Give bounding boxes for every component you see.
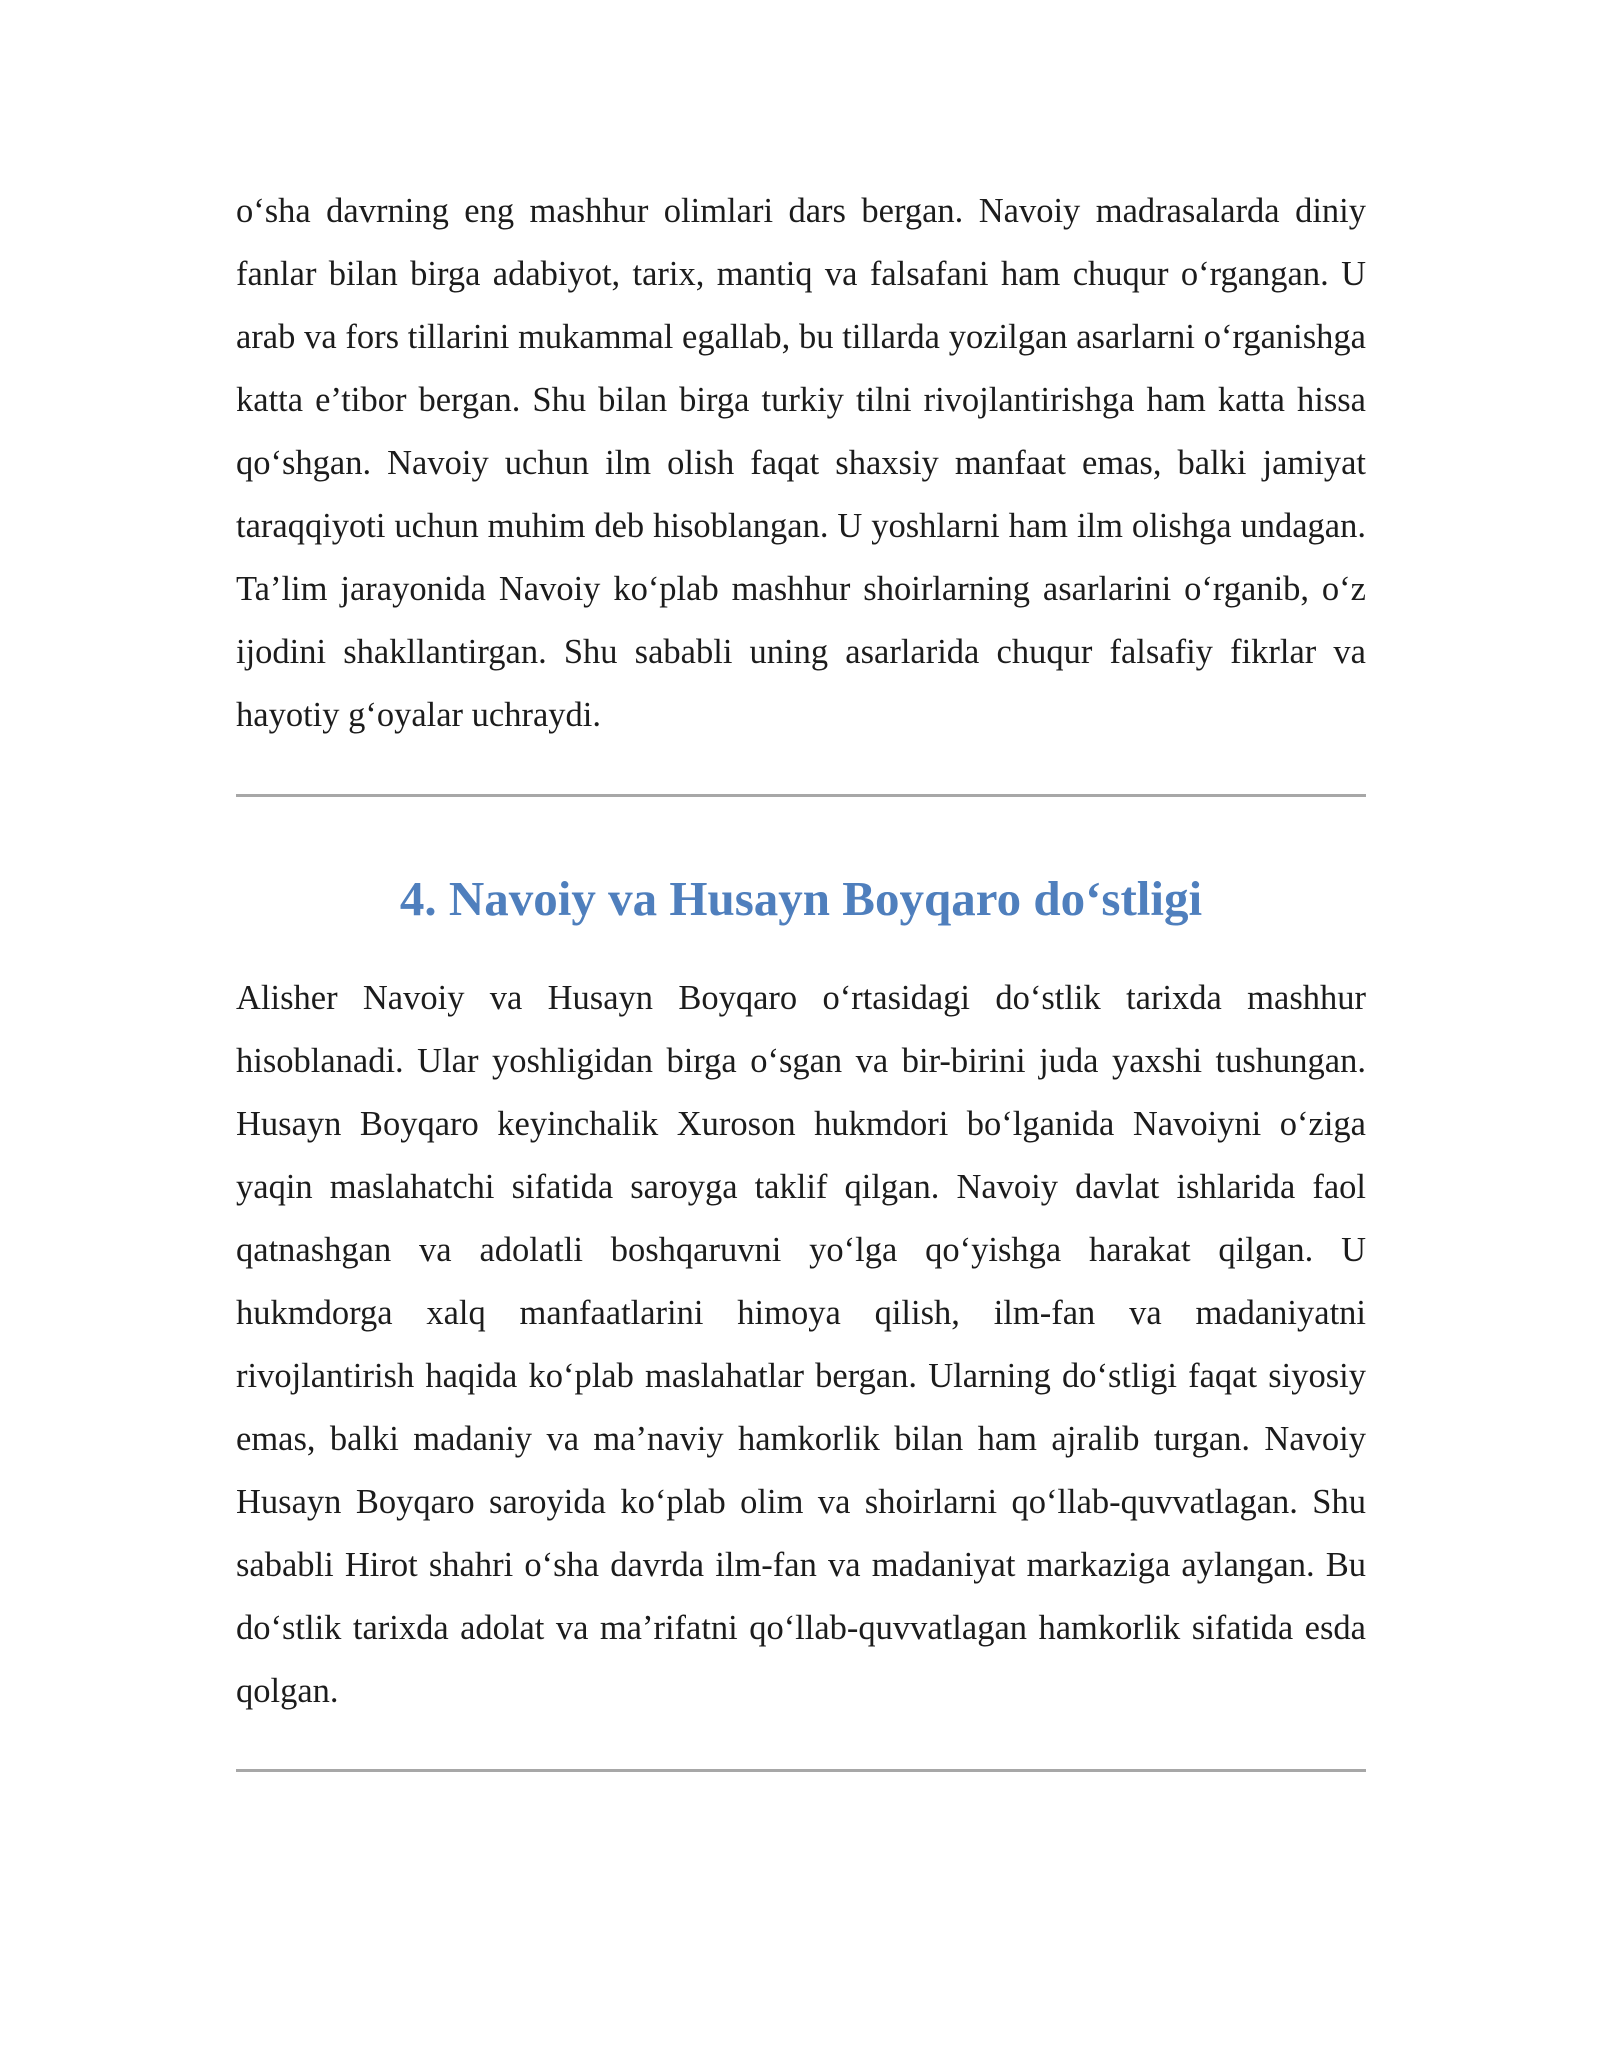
section-divider <box>236 794 1366 797</box>
body-paragraph-previous-section: o‘sha davrning eng mashhur olimlari dars bergan. Navoiy madrasalarda diniy fanlar bilan birga adabiyot, tarix, mantiq va falsafani ham chuqur o‘rgangan. U arab va fors tillarini mukammal egallab, bu tillarda yozilgan asarlarni o‘rganishga katta e’tibor bergan. Shu bilan birga turkiy tilni rivojlantirishga ham katta hissa qo‘shgan. Navoiy uchun ilm olish faqat shaxsiy manfaat emas, balki jamiyat taraqqiyoti uchun muhim deb hisoblangan. U yoshlarni ham ilm olishga undagan. Ta’lim jarayonida Navoiy ko‘plab mashhur shoirlarning asarlarini o‘rganib, o‘z ijodini shakllantirgan. Shu sababli uning asarlarida chuqur falsafiy fikrlar va hayotiy g‘oyalar uchraydi. <box>236 192 1366 734</box>
body-paragraph-section-4: Alisher Navoiy va Husayn Boyqaro o‘rtasidagi do‘stlik tarixda mashhur hisoblanadi. Ular yoshligidan birga o‘sgan va bir-birini juda yaxshi tushungan. Husayn Boyqaro keyinchalik Xuroson hukmdori bo‘lganida Navoiyni o‘ziga yaqin maslahatchi sifatida saroyga taklif qilgan. Navoiy davlat ishlarida faol qatnashgan va adolatli boshqaruvni yo‘lga qo‘yishga harakat qilgan. U hukmdorga xalq manfaatlarini himoya qilish, ilm-fan va madaniyatni rivojlantirish haqida ko‘plab maslahatlar bergan. Ularning do‘stligi faqat siyosiy emas, balki madaniy va ma’naviy hamkorlik bilan ham ajralib turgan. Navoiy Husayn Boyqaro saroyida ko‘plab olim va shoirlarni qo‘llab-quvvatlagan. Shu sababli Hirot shahri o‘sha davrda ilm-fan va madaniyat markaziga aylangan. Bu do‘stlik tarixda adolat va ma’rifatni qo‘llab-quvvatlagan hamkorlik sifatida esda qolgan. <box>236 979 1366 1710</box>
section-divider <box>236 1769 1366 1772</box>
section-heading: 4. Navoiy va Husayn Boyqaro do‘stligi <box>399 871 1203 926</box>
